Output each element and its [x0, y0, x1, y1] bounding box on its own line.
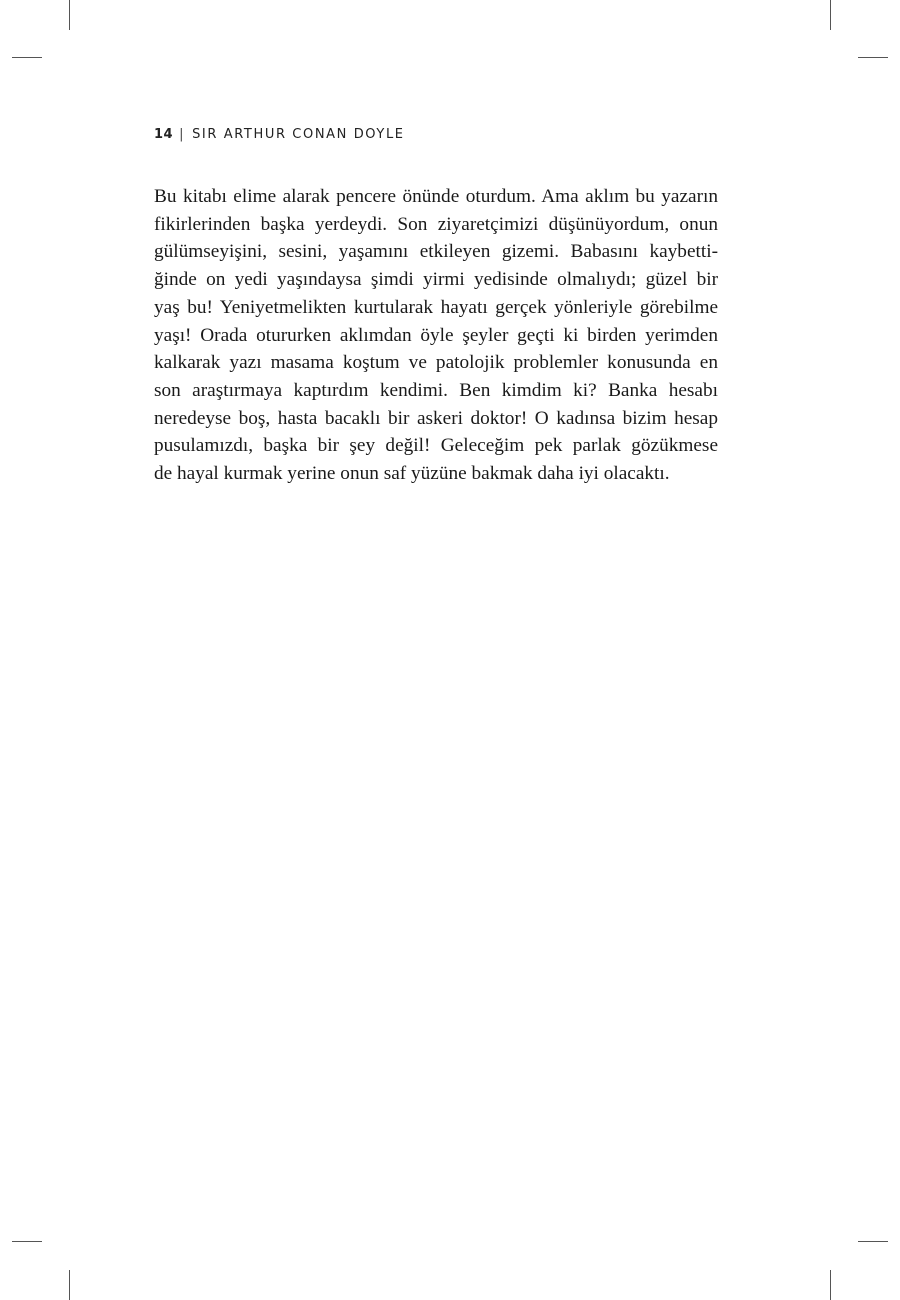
crop-mark-bottom-right-horizontal — [858, 1241, 888, 1242]
text-line: neredeyse boş, hasta bacaklı bir askeri doktor! O kadınsa bizim hesap — [154, 407, 718, 429]
text-line: son araştırmaya kaptırdım kendimi. Ben kimdim ki? Banka hesabı — [154, 379, 718, 401]
crop-mark-top-left-vertical — [69, 0, 70, 30]
page-number: 14 — [154, 127, 174, 142]
author-name: SIR ARTHUR CONAN DOYLE — [192, 127, 405, 142]
body-paragraph — [154, 183, 718, 488]
text-line: fikirlerinden başka yerdeydi. Son ziyaretçimizi düşünüyordum, onun — [154, 213, 718, 235]
crop-mark-bottom-right-vertical — [830, 1270, 831, 1300]
text-line: pusulamızdı, başka bir şey değil! Geleceğim pek parlak gözükmese — [154, 435, 718, 457]
crop-mark-bottom-left-horizontal — [12, 1241, 42, 1242]
text-line: ğinde on yedi yaşındaysa şimdi yirmi yedisinde olmalıydı; güzel bir — [154, 269, 718, 291]
text-line: yaş bu! Yeniyetmelikten kurtularak hayatı gerçek yönleriyle görebilme — [154, 296, 718, 318]
crop-mark-top-right-vertical — [830, 0, 831, 30]
crop-mark-top-left-horizontal — [12, 57, 42, 58]
header-separator: | — [179, 127, 186, 142]
text-line: Bu kitabı elime alarak pencere önünde oturdum. Ama aklım bu yazarın — [154, 186, 718, 207]
crop-mark-bottom-left-vertical — [69, 1270, 70, 1300]
text-line: yaşı! Orada otururken aklımdan öyle şeyler geçti ki birden yerimden — [154, 324, 718, 346]
text-line: de hayal kurmak yerine onun saf yüzüne bakmak daha iyi olacaktı. — [154, 463, 670, 485]
text-line: gülümseyişini, sesini, yaşamını etkileyen gizemi. Babasını kaybetti- — [154, 241, 718, 263]
text-line: kalkarak yazı masama koştum ve patolojik problemler konusunda en — [154, 352, 718, 374]
running-head — [154, 127, 405, 142]
crop-mark-top-right-horizontal — [858, 57, 888, 58]
